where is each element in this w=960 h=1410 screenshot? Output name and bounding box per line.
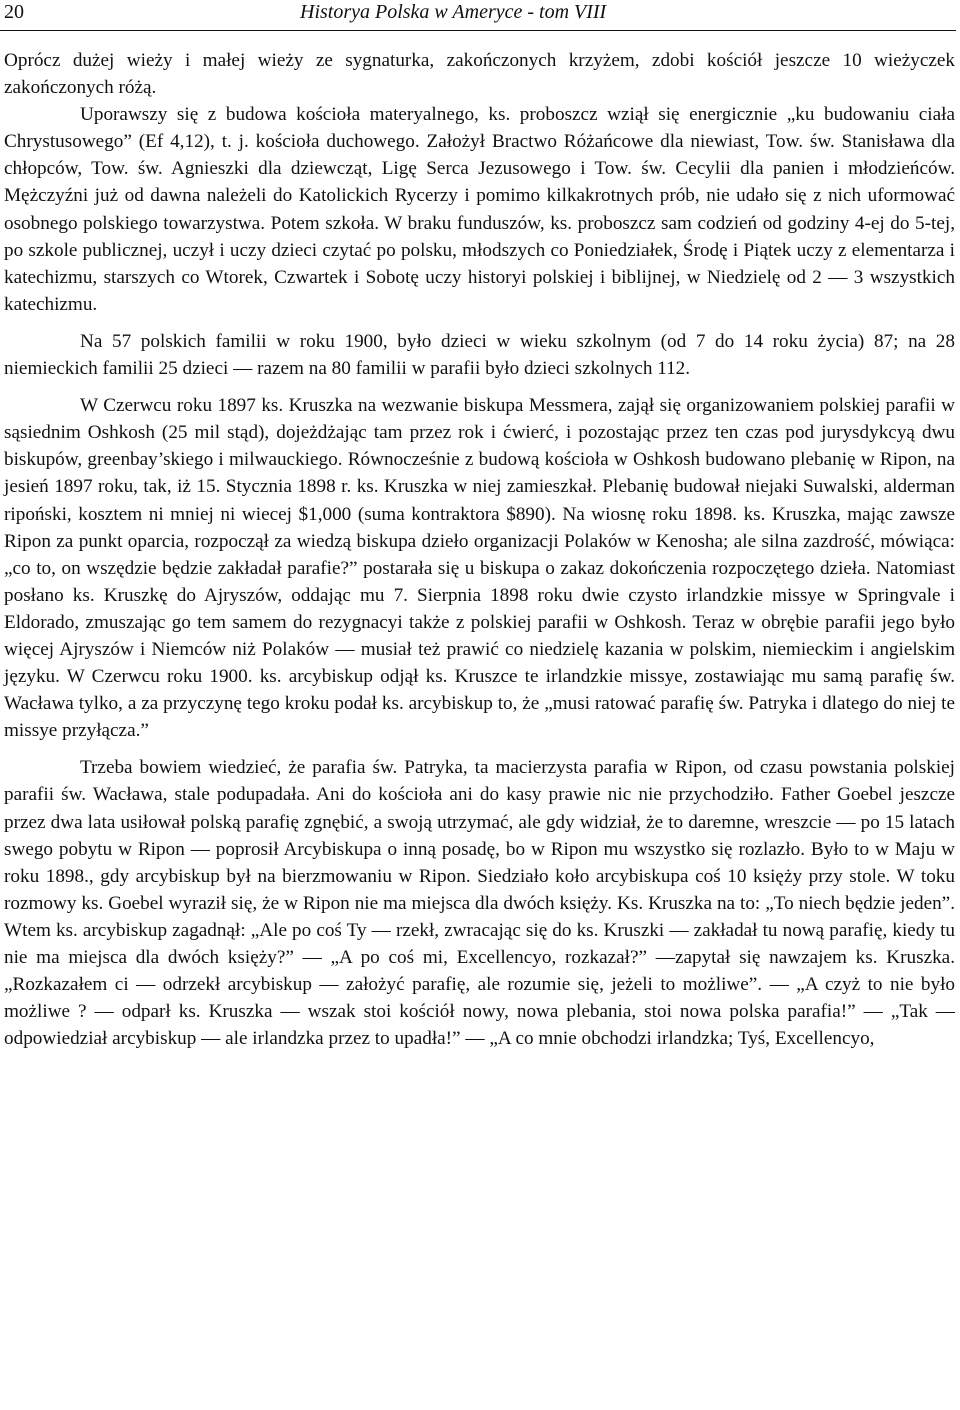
page-number: 20 bbox=[4, 1, 24, 23]
running-title: Historya Polska w Ameryce - tom VIII bbox=[300, 1, 607, 23]
header-rule bbox=[0, 30, 956, 31]
paragraph-1: Oprócz dużej wieży i małej wieży ze sygnaturka, zakończonych krzyżem, zdobi kościół jeszcze 10 wieżyczek zakończonych różą. bbox=[4, 50, 955, 99]
paragraph-3: Na 57 polskich familii w roku 1900, było dzieci w wieku szkolnym (od 7 do 14 roku życia) 87; na 28 niemieckich familii 25 dzieci — razem na 80 familii w parafii było dzieci szkolnych 112. bbox=[4, 330, 955, 380]
paragraph-2: Uporawszy się z budowa kościoła materyalnego, ks. proboszcz wziął się energicznie „ku budowaniu ciała Chrystusowego” (Ef 4,12), t. j. kościoła duchowego. Założył Bractwo Różańcowe dla niewiast, Tow. św. Stanisława dla chłopców, Tow. św. Agnieszki dla dziewcząt, Ligę Serca Jezusowego i Tow. św. Cecylii dla panien i młodzieńców. Mężczyźni już od dawna należeli do Katolickich Rycerzy i pomimo kilkakrotnych prób, nie udało się z nich uformować osobnego polskiego towarzystwa. Potem szkoła. W braku funduszów, ks. proboszcz sam codzień od godziny 4-ej do 5-tej, po szkole publicznej, uczył i uczy dzieci czytać po polsku, młodszych co Poniedziałek, Środę i Piątek uczy z elementarza i katechizmu, starszych co Wtorek, Czwartek i Sobotę uczy historyi polskiej i biblijnej, w Niedzielę od 2 — 3 wszystkich katechizmu. bbox=[4, 104, 955, 315]
body-text bbox=[4, 47, 955, 1052]
paragraph-4: W Czerwcu roku 1897 ks. Kruszka na wezwanie biskupa Messmera, zajął się organizowaniem polskiej parafii w sąsiednim Oshkosh (25 mil stąd), dojeżdżając tam przez rok i ćwierć, i pozostając przez ten czas pod jurysdykcyą dwu biskupów, greenbay’skiego i milwauckiego. Równocześnie z budową kościoła w Oshkosh budowano plebanię w Ripon, na jesień 1897 roku, tak, iż 15. Stycznia 1898 r. ks. Kruszka w niej zamieszkał. Plebanię budował niejaki Suwalski, alderman ripoński, kosztem ni mniej ni wiecej $1,000 (suma kontraktora $890). Na wiosnę roku 1898. ks. Kruszka, mając zawsze Ripon za punkt oparcia, rozpoczął za wiedzą biskupa dzieło organizacji Polaków w Kenosha; ale silna zazdrość, mówiąca: „co to, on wszędzie będzie zakładał parafie?” postarała się u biskupa o zakaz dokończenia rozpoczętego dzieła. Natomiast posłano ks. Kruszkę do Ajryszów, oddając mu 7. Sierpnia 1898 roku dwie czysto irlandzkie missye w Springvale i Eldorado, zmuszając go tem samem do rezygnacyi także z polskiej parafii w Oshkosh. Teraz w obrębie parafii jego było więcej Ajryszów i Niemców niż Polaków — musiał też prawić co niedzielę kazania w polskim, niemieckim i angielskim języku. W Czerwcu roku 1900. ks. arcybiskup odjął ks. Kruszce te irlandzkie missye, zostawiając mu samą parafię św. Wacława tylko, a za przyczynę tego kroku podał ks. arcybiskup to, że „musi ratować parafię św. Patryka i dlatego do niej te missye przyłącza.” bbox=[4, 395, 955, 742]
paragraph-5: Trzeba bowiem wiedzieć, że parafia św. Patryka, ta macierzysta parafia w Ripon, od czasu powstania polskiej parafii św. Wacława, stale podupadała. Ani do kościoła ani do kasy prawie nic nie przychodziło. Father Goebel jeszcze przez dwa lata usiłował polską parafię zgnębić, a swoją utrzymać, ale gdy widział, że to daremne, wreszcie — po 15 latach swego pobytu w Ripon — poprosił Arcybiskupa o inną posadę, bo w Ripon mu wszystko się rozlazło. Było to w Maju w roku 1898., gdy arcybiskup był na bierzmowaniu w Ripon. Siedziało koło arcybiskupa coś 10 księży przy stole. W toku rozmowy ks. Goebel wyraził się, że w Ripon nie ma miejsca dla dwóch księży. Ks. Kruszka na to: „To niech będzie jeden”. Wtem ks. arcybiskup zagadnął: „Ale po coś Ty — rzekł, zwracając się do ks. Kruszki — zakładał tu nową parafię, kiedy tu nie ma miejsca dla dwóch księży?” — „A po coś mi, Excellencyo, rozkazał?” —zapytał się nawzajem ks. Kruszka. „Rozkazałem ci — odrzekł arcybiskup — założyć parafię, ale rozumie się, jeżeli to możliwe”. — „A czyż to nie było możliwe ? — odparł ks. Kruszka — wszak stoi kościół nowy, nowa plebania, stoi nowa polska parafia!” — „Tak — odpowiedział arcybiskup — ale irlandzka przez to upadła!” — „A co mnie obchodzi irlandzka; Tyś, Excellencyo, bbox=[4, 757, 955, 1050]
page-header bbox=[0, 0, 960, 30]
